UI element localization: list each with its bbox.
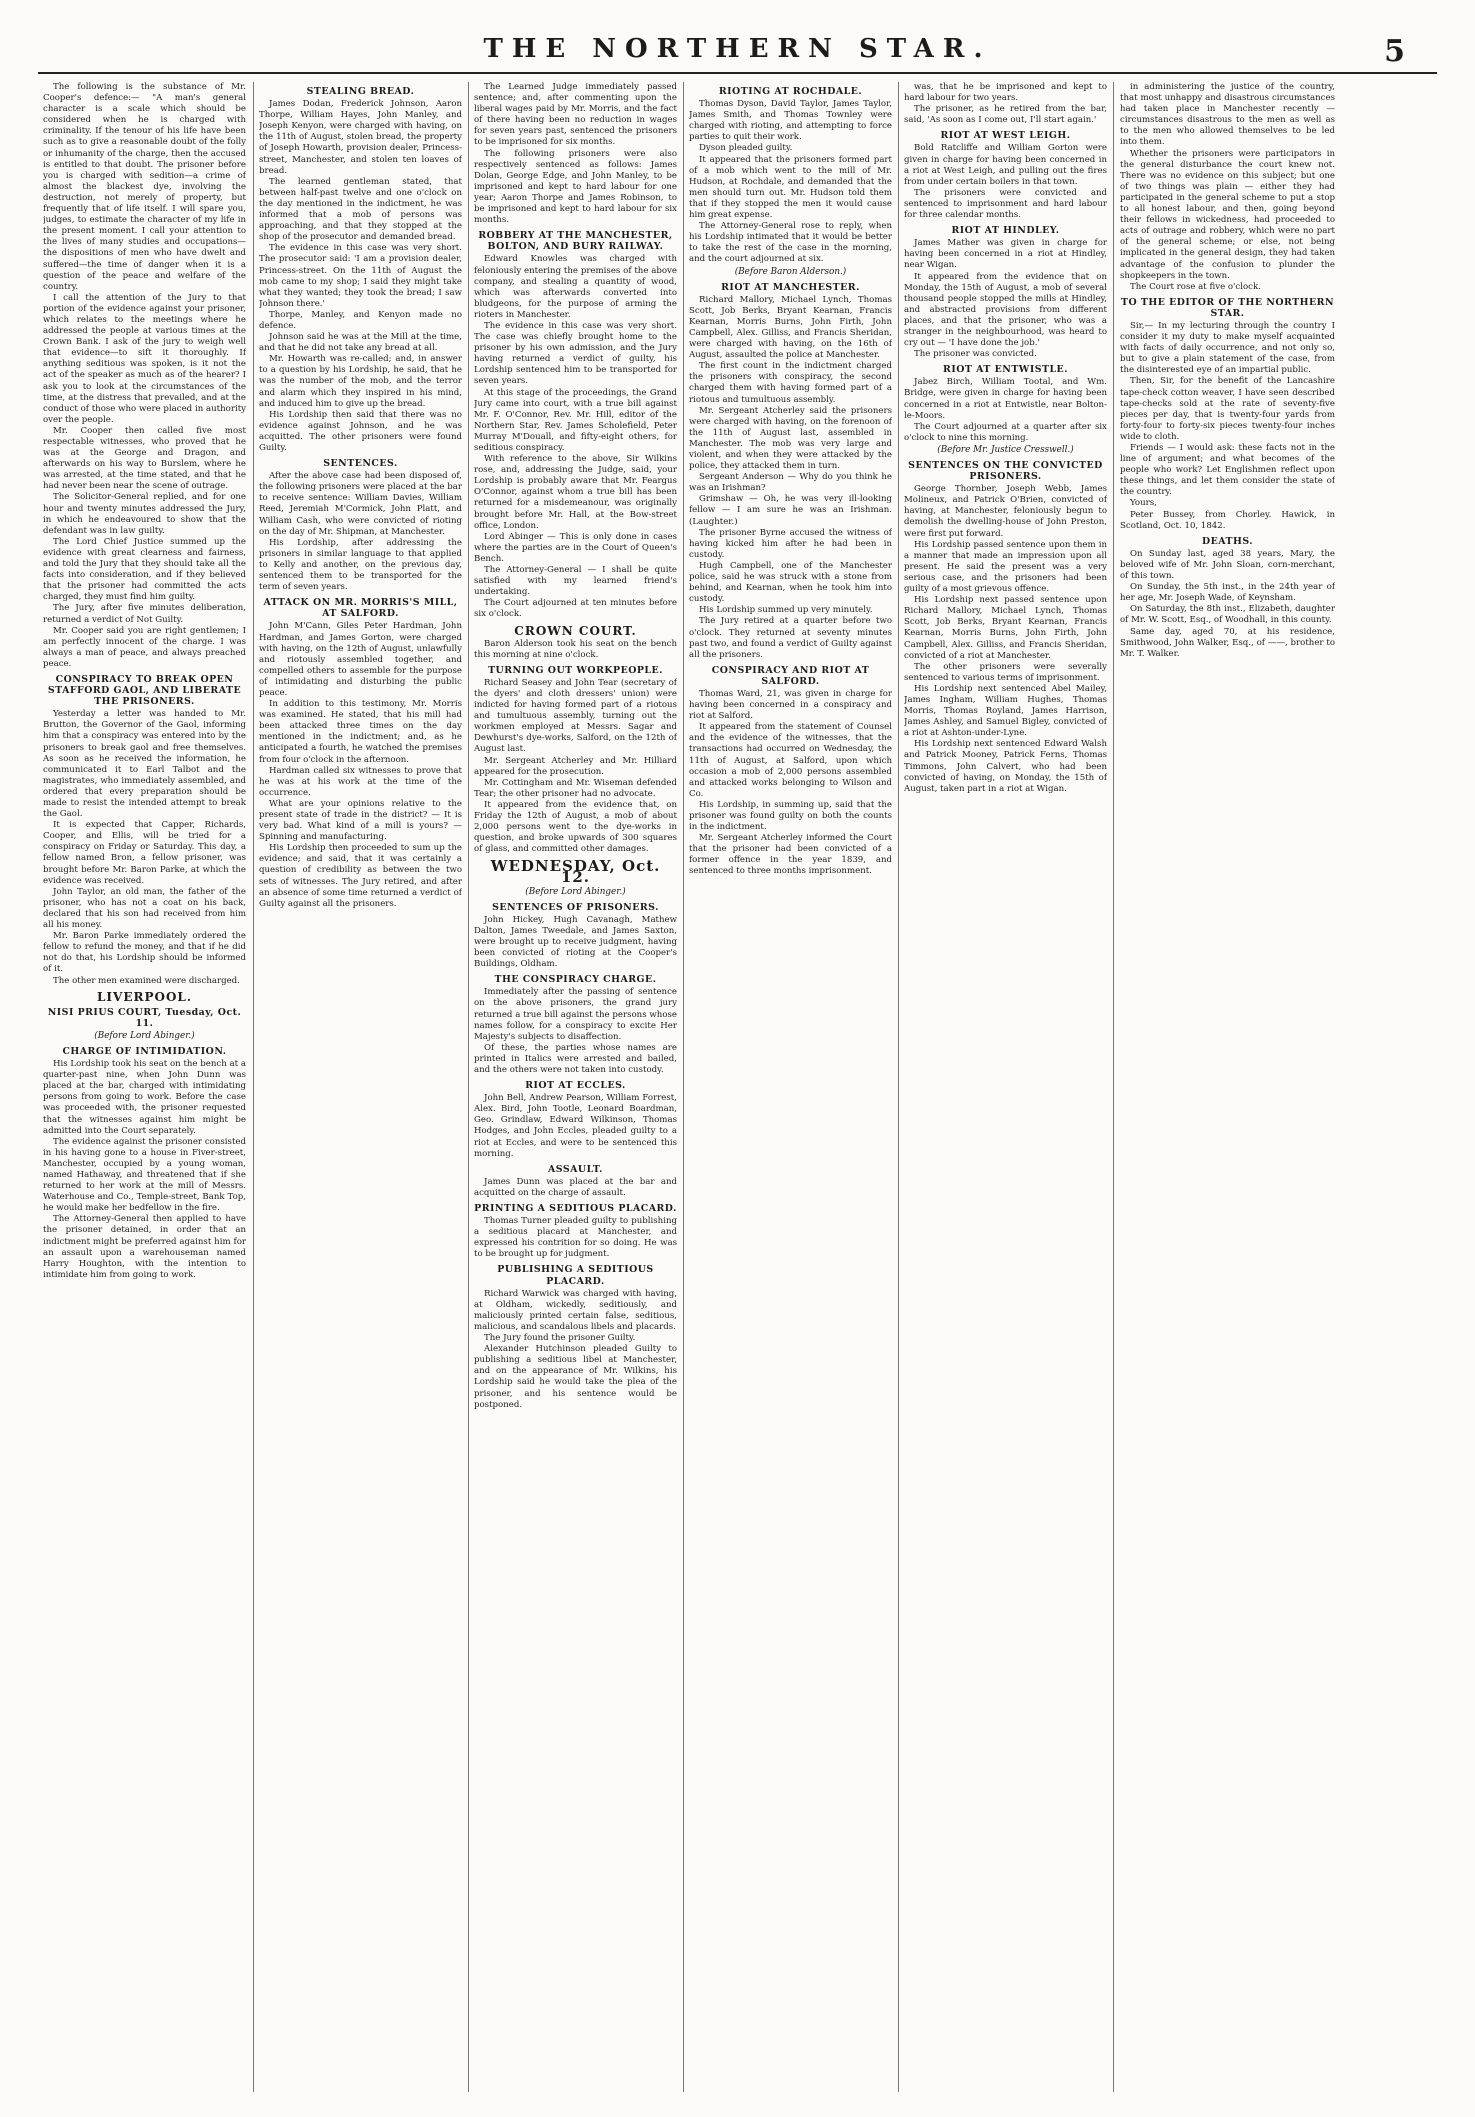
- article-paragraph: What are your opinions relative to the present state of trade in the district? — It is very bad. What kind of a mill is yours? — Spinning and manufacturing.: [259, 798, 462, 843]
- article-paragraph: John Bell, Andrew Pearson, William Forrest, Alex. Bird, John Tootle, Leonard Boardman, Geo. Grindlaw, Edward Wilkinson, Thomas Hodges, and John Eccles, pleaded guilty to a riot at Eccles, and were to be sentenced this morning.: [474, 1093, 677, 1159]
- article-paragraph: James Dunn was placed at the bar and acquitted on the charge of assault.: [474, 1176, 677, 1198]
- column-1: [43, 82, 246, 2092]
- article-paragraph: The Solicitor-General replied, and for one hour and twenty minutes addressed the Jury, in which he endeavoured to show that the defendant was in law guilty.: [43, 492, 246, 536]
- article-paragraph: Johnson said he was at the Mill at the time, and that he did not take any bread at all.: [259, 332, 462, 354]
- section-heading: RIOTING AT ROCHDALE.: [718, 86, 863, 97]
- column-divider: [683, 82, 684, 2092]
- article-paragraph: It appeared from the evidence that, on Friday the 12th of August, a mob of about 2,000 persons went to the dye-works in question, and broke upwards of 300 squares of glass, and committed other damages.: [474, 799, 677, 855]
- article-paragraph: John M'Cann, Giles Peter Hardman, John Hardman, and James Gorton, were charged with having, on the 12th of August, unlawfully and riotously assembled together, and compelled others to assemble for the purpose of intimidating and disturbing the public peace.: [259, 621, 462, 698]
- article-paragraph: Sir,— In my lecturing through the country I consider it my duty to make myself acquainted with facts of daily occurrence, and not only so, but to give a plain statement of the case, from the disinterested eye of an impartial public.: [1120, 320, 1335, 376]
- article-paragraph: Thomas Dyson, David Taylor, James Taylor, James Smith, and Thomas Townley were charged with rioting, and attempting to force parties to quit their work.: [689, 99, 892, 143]
- section-heading: SENTENCES OF PRISONERS.: [492, 901, 659, 913]
- article-paragraph: Immediately after the passing of sentence on the above prisoners, the grand jury returned a true bill against the persons whose names follow, for a conspiracy to excite Her Majesty's subjects to disaffection.: [474, 987, 677, 1042]
- article-paragraph: Whether the prisoners were participators in the general disturbance the court knew not. There was no evidence on this subject; but one of two things was plain — either they had participated in the general scheme to put a stop to all honest labour, and then, going beyond their fellows in wickedness, had proceeded to acts of outrage and robbery, which were no part of the general scheme; or else, not being implicated in the general design, they had taken advantage of the confusion to plunder the shopkeepers in the town.: [1120, 148, 1335, 281]
- article-paragraph: The following is the substance of Mr. Cooper's defence:— "A man's general character is a scale which should be considered when he is charged with criminality. If the tenour of his life have been such as to give a reasonable doubt of the folly or inhumanity of the charge, then the accused is entitled to that doubt. The prisoner before you is charged with sedition—a crime of almost the blackest dye, involving the destruction, not merely of property, but frequently that of life itself. I will spare you, judges, to estimate the character of my life in the present moment. I call your attention to the lives of many studies and occupations—the dispositions of men who have dwelt and suffered—the time of danger when it is a question of the peace and welfare of the country.: [43, 82, 246, 292]
- column-5: [904, 82, 1107, 2092]
- article-paragraph: Yours,: [1130, 498, 1157, 509]
- article-paragraph: Jabez Birch, William Tootal, and Wm. Bridge, were given in charge for having been concerned in a riot at Entwistle, near Bolton-le-Moors.: [904, 377, 1107, 421]
- section-heading: TURNING OUT WORKPEOPLE.: [488, 664, 663, 676]
- article-paragraph: The prisoner Byrne accused the witness of having kicked him after he had been in custody.: [689, 527, 892, 560]
- article-paragraph: It appeared from the statement of Counsel and the evidence of the witnesses, that the transactions had occurred on Wednesday, the 11th of August, at Salford, upon which occasion a mob of 2,000 persons assembled and attacked works belonging to Wilson and Co.: [689, 722, 892, 799]
- section-heading: THE CONSPIRACY CHARGE.: [494, 974, 657, 986]
- article-paragraph: Peter Bussey, from Chorley. Hawick, in Scotland, Oct. 10, 1842.: [1120, 509, 1335, 531]
- article-paragraph: Thomas Ward, 21, was given in charge for having been concerned in a conspiracy and riot at Salford.: [689, 688, 892, 722]
- section-heading: DEATHS.: [1201, 535, 1254, 547]
- article-paragraph: Dyson pleaded guilty.: [699, 143, 793, 154]
- section-heading: CONSPIRACY AND RIOT AT SALFORD.: [711, 664, 870, 687]
- section-heading: NISI PRIUS COURT, Tuesday, Oct. 11.: [47, 1006, 242, 1029]
- section-heading: RIOT AT ECCLES.: [525, 1080, 626, 1092]
- section-heading: STEALING BREAD.: [306, 86, 415, 97]
- section-heading: RIOT AT HINDLEY.: [951, 225, 1060, 237]
- date-heading: WEDNESDAY, Oct. 12.: [490, 857, 661, 887]
- column-4: [689, 82, 892, 2092]
- article-paragraph: Lord Abinger — This is only done in cases where the parties are in the Court of Queen's Bench.: [474, 531, 677, 564]
- article-paragraph: Richard Mallory, Michael Lynch, Thomas Scott, Job Berks, Bryant Kearnan, Francis Kearnan, Morris Burns, John Firth, John Campbell, Alex. Gilliss, and Francis Sheridan, were charged with having, on the 16th of August, assaulted the police at Manchester.: [689, 294, 892, 361]
- masthead-rule: [38, 72, 1437, 74]
- article-paragraph: The learned gentleman stated, that between half-past twelve and one o'clock on the day mentioned in the indictment, he was informed that a mob of persons was approaching, and that they stopped at the shop of the prosecutor and demanded bread.: [259, 176, 462, 243]
- article-paragraph: Baron Alderson took his seat on the bench this morning at nine o'clock.: [474, 638, 677, 660]
- article-paragraph: The Attorney-General — I shall be quite satisfied with my learned friend's undertaking.: [474, 565, 677, 598]
- section-heading: CONSPIRACY TO BREAK OPEN STAFFORD GAOL, AND LIBERATE THE PRISONERS.: [47, 673, 242, 708]
- article-paragraph: His Lordship next sentenced Edward Walsh and Patrick Mooney, Patrick Ferns, Thomas Timmons, John Calvert, who had been convicted of having, on Monday, the 15th of August, taken part in a riot at Wigan.: [904, 739, 1107, 794]
- section-heading: RIOT AT ENTWISTLE.: [943, 364, 1068, 376]
- column-2: [259, 82, 462, 2092]
- article-paragraph: The prisoner, as he retired from the bar, said, 'As soon as I come out, I'll start again.': [904, 104, 1107, 126]
- article-paragraph: Then, Sir, for the benefit of the Lancashire tape-check cotton weaver, I have seen described tape-checks sold at the rate of seventy-five pieces per day, that is twenty-four yards from forty-four to forty-six pieces twenty-four inches wide to cloth.: [1120, 376, 1335, 442]
- article-paragraph: The evidence in this case was very short. The prosecutor said: 'I am a provision dealer, Princess-street. On the 11th of August the mob came to my shop; I said they might take what they wanted; they took the bread; I saw Johnson there.': [259, 243, 462, 309]
- article-paragraph: Mr. Sergeant Atcherley said the prisoners were charged with having, on the forenoon of the 11th of August last, assembled in Manchester. The mob was very large and violent, and when they were attacked by the police, they attacked them in turn.: [689, 405, 892, 472]
- article-paragraph: The evidence against the prisoner consisted in his having gone to a house in Fiver-street, Manchester, occupied by a young woman, named Hathaway, and threatened that if she returned to her work at the mill of Messrs. Waterhouse and Co., Temple-street, Bank Top, he would make her bedfellow in the fire.: [43, 1136, 246, 1214]
- article-paragraph: James Dodan, Frederick Johnson, Aaron Thorpe, William Hayes, John Manley, and Joseph Kenyon, were charged with having, on the 11th of August, stolen bread, the property of Joseph Howarth, provision dealer, Princess-street, Manchester, and stolen ten loaves of bread.: [259, 99, 462, 176]
- article-paragraph: The Learned Judge immediately passed sentence; and, after commenting upon the liberal wages paid by Mr. Morris, and the fact of there having been no reduction in wages for seven years past, sentenced the prisoners to be imprisoned for six months.: [474, 82, 677, 148]
- article-paragraph: Mr. Sergeant Atcherley informed the Court that the prisoner had been convicted of a former offence in the year 1839, and sentenced to three months imprisonment.: [689, 833, 892, 877]
- article-paragraph: Grimshaw — Oh, he was very ill-looking fellow — I am sure he was an Irishman. (Laughter.): [689, 494, 892, 527]
- article-paragraph: Mr. Sergeant Atcherley and Mr. Hilliard appeared for the prosecution.: [474, 755, 677, 777]
- article-paragraph: Friends — I would ask: these facts not in the line of argument; and what becomes of the people who work? Let Englishmen reflect upon these things, and let them consider the state of the country.: [1120, 443, 1335, 498]
- court-heading: CROWN COURT.: [514, 623, 637, 638]
- article-paragraph: On Sunday last, aged 38 years, Mary, the beloved wife of Mr. John Sloan, corn-merchant, of this town.: [1120, 548, 1335, 582]
- article-paragraph: Mr. Cottingham and Mr. Wiseman defended Tear; the other prisoner had no advocate.: [474, 777, 677, 799]
- column-divider: [468, 82, 469, 2092]
- article-paragraph: The Jury found the prisoner Guilty.: [484, 1333, 636, 1344]
- court-subheading: (Before Lord Abinger.): [525, 886, 626, 897]
- section-heading: RIOT AT MANCHESTER.: [721, 281, 860, 293]
- section-heading: CHARGE OF INTIMIDATION.: [62, 1045, 227, 1057]
- article-paragraph: It appeared from the evidence that on Monday, the 15th of August, a mob of several thousand people stopped the mills at Hindley, and abstracted provisions from different places, and that the prisoner, who was a stranger in the neighbourhood, was heard to cry out — 'I have done the job.': [904, 271, 1107, 349]
- court-subheading: (Before Mr. Justice Cresswell.): [937, 444, 1074, 455]
- section-heading: RIOT AT WEST LEIGH.: [940, 130, 1071, 142]
- article-paragraph: The Lord Chief Justice summed up the evidence with great clearness and fairness, and told the Jury that they should take all the facts into consideration, and if they believed that the prisoner had committed the acts charged, they must find him guilty.: [43, 536, 246, 603]
- section-heading: ATTACK ON MR. MORRIS'S MILL, AT SALFORD.: [263, 597, 458, 620]
- article-paragraph: Sergeant Anderson — Why do you think he was an Irishman?: [689, 472, 892, 494]
- section-heading: ROBBERY AT THE MANCHESTER, BOLTON, AND BURY RAILWAY.: [478, 230, 673, 253]
- article-paragraph: The Attorney-General then applied to have the prisoner detained, in order that an indictment might be preferred against him for an assault upon a warehouseman named Harry Houghton, with the intention to intimidate him from going to work.: [43, 1214, 246, 1280]
- article-paragraph: His Lordship summed up very minutely.: [699, 605, 873, 616]
- article-paragraph: Mr. Baron Parke immediately ordered the fellow to refund the money, and that if he did not do that, his Lordship should be informed of it.: [43, 931, 246, 975]
- article-paragraph: With reference to the above, Sir Wilkins rose, and, addressing the Judge, said, your Lordship is probably aware that Mr. Feargus O'Connor, against whom a true bill has been returned for a misdemeanour, was originally brought before Mr. Hall, at the Bow-street office, London.: [474, 454, 677, 531]
- masthead-title: THE NORTHERN STAR.: [483, 34, 992, 64]
- article-paragraph: George Thornber, Joseph Webb, James Molineux, and Patrick O'Brien, convicted of having, at Manchester, feloniously begun to demolish the dwelling-house of John Preston, were first put forward.: [904, 484, 1107, 539]
- article-paragraph: His Lordship next sentenced Abel Mailey, James Ingham, William Hughes, Thomas Morris, Thomas Royland, James Harrison, James Ashley, and Samuel Bigley, convicted of a riot at Ashton-under-Lyne.: [904, 683, 1107, 739]
- article-paragraph: In addition to this testimony, Mr. Morris was examined. He stated, that his mill had been attacked three times on the day mentioned in the indictment; and, as he anticipated a fourth, he watched the premises from four o'clock in the afternoon.: [259, 699, 462, 765]
- column-divider: [1113, 82, 1114, 2092]
- article-paragraph: was, that he be imprisoned and kept to hard labour for two years.: [904, 82, 1107, 104]
- article-paragraph: The other prisoners were severally sentenced to various terms of imprisonment.: [904, 661, 1107, 683]
- article-paragraph: His Lordship took his seat on the bench at a quarter-past nine, when John Dunn was placed at the bar, charged with intimidating persons from going to work. Before the case was proceeded with, the prisoner requested that the witnesses against him might be admitted into the Court separately.: [43, 1059, 246, 1136]
- section-heading: SENTENCES ON THE CONVICTED PRISONERS.: [908, 460, 1103, 483]
- article-paragraph: The Court adjourned at ten minutes before six o'clock.: [474, 598, 677, 620]
- article-paragraph: His Lordship next passed sentence upon Richard Mallory, Michael Lynch, Thomas Scott, Job Berks, Bryant Kearnan, Francis Kearnan, Morris Burns, John Firth, John Campbell, Alex. Gilliss, and Francis Sheridan, convicted of a riot at Manchester.: [904, 595, 1107, 661]
- column-divider: [898, 82, 899, 2092]
- article-paragraph: Richard Warwick was charged with having, at Oldham, wickedly, seditiously, and maliciously printed certain false, seditious, malicious, and scandalous libels and placards.: [474, 1288, 677, 1332]
- article-paragraph: It appeared that the prisoners formed part of a mob which went to the mill of Mr. Hudson, at Rochdale, and demanded that the men should turn out. Mr. Hudson told them that if they stopped the men it would cause him great expense.: [689, 154, 892, 221]
- column-6: [1120, 82, 1335, 2092]
- article-paragraph: James Mather was given in charge for having been concerned in a riot at Hindley, near Wigan.: [904, 238, 1107, 271]
- article-paragraph: Yesterday a letter was handed to Mr. Brutton, the Governor of the Gaol, informing him that a conspiracy was entered into by the prisoners to break gaol and free themselves. As soon as he received the information, he communicated it to Earl Talbot and the magistrates, who immediately assembled, and ordered that every preparation should be made to resist the intended attempt to break the Gaol.: [43, 709, 246, 820]
- court-subheading: (Before Lord Abinger.): [94, 1030, 195, 1041]
- article-paragraph: Bold Ratcliffe and William Gorton were given in charge for having been concerned in a riot at West Leigh, and pulling out the fires from under certain boilers in that town.: [904, 143, 1107, 187]
- article-paragraph: Edward Knowles was charged with feloniously entering the premises of the above company, and stealing a quantity of wood, which was afterwards converted into bludgeons, for the purpose of arming the rioters in Manchester.: [474, 254, 677, 320]
- article-paragraph: in administering the justice of the country, that most unhappy and disastrous circumstances had taken place in Manchester recently — circumstances disastrous to the men as well as to the men who allowed themselves to be led into them.: [1120, 82, 1335, 148]
- article-paragraph: The Court adjourned at a quarter after six o'clock to nine this morning.: [904, 421, 1107, 443]
- section-heading: PUBLISHING A SEDITIOUS PLACARD.: [497, 1264, 654, 1287]
- article-paragraph: The Jury, after five minutes deliberation, returned a verdict of Not Guilty.: [43, 603, 246, 625]
- article-paragraph: It is expected that Capper, Richards, Cooper, and Ellis, will be tried for a conspiracy on Friday or Saturday. This day, a fellow named Bron, a fellow prisoner, was brought before Mr. Baron Parke, at which the evidence was received.: [43, 820, 246, 886]
- court-heading: LIVERPOOL.: [96, 989, 193, 1004]
- article-paragraph: After the above case had been disposed of, the following prisoners were placed at the bar to receive sentence: William Davies, William Reed, Jeremiah M'Cormick, John Platt, and William Cash, who were convicted of rioting on the day of Mr. Shipman, at Manchester.: [259, 471, 462, 537]
- article-paragraph: Of these, the parties whose names are printed in Italics were arrested and bailed, and the others were not taken into custody.: [474, 1042, 677, 1075]
- article-paragraph: Thomas Turner pleaded guilty to publishing a seditious placard at Manchester, and expressed his contrition for so doing. He was to be brought up for judgment.: [474, 1216, 677, 1260]
- page-number: 5: [1384, 34, 1405, 69]
- article-paragraph: Hardman called six witnesses to prove that he was at his work at the time of the occurrence.: [259, 765, 462, 798]
- article-paragraph: His Lordship, in summing up, said that the prisoner was found guilty on both the counts in the indictment.: [689, 799, 892, 833]
- article-paragraph: The other men examined were discharged.: [53, 975, 240, 986]
- article-paragraph: Alexander Hutchinson pleaded Guilty to publishing a seditious libel at Manchester, and on the appearance of Mr. Wilkins, his Lordship said he would take the plea of the prisoner, and his sentence would be postponed.: [474, 1344, 677, 1410]
- article-paragraph: His Lordship then proceeded to sum up the evidence; and said, that it was certainly a question of credibility as between the two sets of witnesses. The Jury retired, and after an absence of some time returned a verdict of Guilty against all the prisoners.: [259, 843, 462, 909]
- article-paragraph: The Jury retired at a quarter before two o'clock. They returned at seventy minutes past two, and found a verdict of Guilty against all the prisoners.: [689, 616, 892, 660]
- column-3: [474, 82, 677, 2092]
- article-paragraph: On Sunday, the 5th inst., in the 24th year of her age, Mr. Joseph Wade, of Keynsham.: [1120, 582, 1335, 604]
- article-paragraph: Richard Seasey and John Tear (secretary of the dyers' and cloth dressers' union) were indicted for having formed part of a riotous and tumultuous assembly, turning out the workmen employed at Messrs. Sagar and Dewhurst's dye-works, Salford, on the 12th of August last.: [474, 677, 677, 755]
- article-paragraph: On Saturday, the 8th inst., Elizabeth, daughter of Mr. W. Scott, Esq., of Woodhall, in this county.: [1120, 604, 1335, 626]
- article-paragraph: His Lordship, after addressing the prisoners in similar language to that applied to Kelly and another, on the previous day, sentenced them to be transported for the term of seven years.: [259, 537, 462, 593]
- article-paragraph: The prisoner was convicted.: [914, 349, 1037, 360]
- article-paragraph: John Taylor, an old man, the father of the prisoner, who has not a coat on his back, declared that his son had received from him all his money.: [43, 886, 246, 931]
- article-paragraph: The following prisoners were also respectively sentenced as follows: James Dolan, George Edge, and John Manley, to be imprisoned and kept to hard labour for one year; Aaron Thorpe and James Robinson, to be imprisoned and kept to hard labour for six months.: [474, 148, 677, 226]
- article-paragraph: Mr. Cooper said you are right gentlemen; I am perfectly innocent of the charge. I was always a man of peace, and always preached peace.: [43, 625, 246, 669]
- section-heading: ASSAULT.: [548, 1163, 603, 1175]
- article-paragraph: Mr. Howarth was re-called; and, in answer to a question by his Lordship, he said, that he was the number of the mob, and the terror and alarm which they inspired in his mind, and induced him to give up the bread.: [259, 354, 462, 409]
- article-paragraph: Mr. Cooper then called five most respectable witnesses, who proved that he was at the George and Dragon, and afterwards on his way to Burslem, where he was arrested, at the time stated, and that he had never been near the scene of outrage.: [43, 425, 246, 492]
- article-paragraph: The evidence in this case was very short. The case was chiefly brought home to the prisoner by his own admission, and the Jury having returned a verdict of guilty, his Lordship sentenced him to be transported for seven years.: [474, 320, 677, 387]
- article-paragraph: The Attorney-General rose to reply, when his Lordship intimated that it would be better to take the rest of the case in the morning, and the court adjourned at six.: [689, 221, 892, 265]
- article-paragraph: Thorpe, Manley, and Kenyon made no defence.: [259, 309, 462, 331]
- article-paragraph: The prisoners were convicted and sentenced to imprisonment and hard labour for three calendar months.: [904, 187, 1107, 221]
- article-paragraph: The Court rose at five o'clock.: [1130, 281, 1261, 292]
- article-paragraph: John Hickey, Hugh Cavanagh, Mathew Dalton, James Tweedale, and James Saxton, were brought up to receive judgment, having been convicted of rioting at the Cooper's Buildings, Oldham.: [474, 914, 677, 970]
- section-heading: SENTENCES.: [323, 458, 398, 470]
- article-paragraph: Same day, aged 70, at his residence, Smithwood, John Walker, Esq., of ——, brother to Mr. T. Walker.: [1120, 626, 1335, 659]
- section-heading: PRINTING A SEDITIOUS PLACARD.: [474, 1203, 677, 1214]
- article-paragraph: I call the attention of the Jury to that portion of the evidence against your prisoner, which relates to the meetings where he addressed the people at various times at the Crown Bank. I ask of the jury to weigh well that evidence—to sift it thoroughly. If anything seditious was spoken, is it not the act of the speaker as much as of the hearer? I ask you to look at the circumstances of the time, at the distress that prevailed, and at the conduct of those who were placed in authority over the people.: [43, 292, 246, 425]
- article-paragraph: The first count in the indictment charged the prisoners with conspiracy, the second charged them with having formed part of a riotous and tumultuous assembly.: [689, 361, 892, 405]
- column-divider: [253, 82, 254, 2092]
- article-paragraph: His Lordship passed sentence upon them in a manner that made an impression upon all present. He said the present was a very serious case, and the prisoners had been guilty of a most grievous offence.: [904, 539, 1107, 595]
- article-paragraph: At this stage of the proceedings, the Grand Jury came into court, with a true bill against Mr. F. O'Connor, Rev. Mr. Hill, editor of the Northern Star, Rev. James Scholefield, Peter Murray M'Douall, and fifty-eight others, for seditious conspiracy.: [474, 387, 677, 453]
- court-subheading: (Before Baron Alderson.): [734, 266, 847, 277]
- article-paragraph: Hugh Campbell, one of the Manchester police, said he was struck with a stone from behind, and Kearnan, when he took him into custody.: [689, 560, 892, 605]
- section-heading: TO THE EDITOR OF THE NORTHERN STAR.: [1120, 296, 1335, 319]
- article-paragraph: His Lordship then said that there was no evidence against Johnson, and he was acquitted. The other prisoners were found Guilty.: [259, 409, 462, 453]
